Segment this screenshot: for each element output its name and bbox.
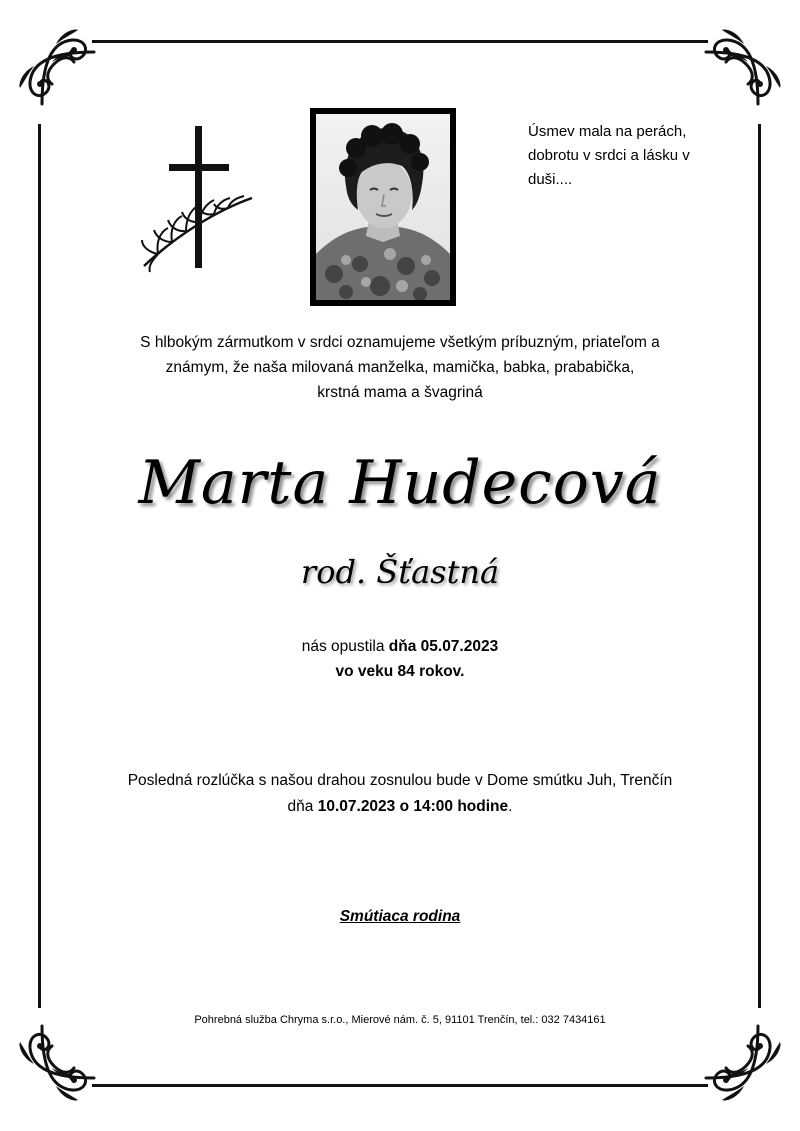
- signature: Smútiaca rodina: [339, 908, 461, 925]
- farewell-datetime: 10.07.2023 o 14:00 hodine: [317, 798, 509, 815]
- quote-block: [528, 120, 718, 192]
- farewell-info: [60, 768, 740, 820]
- frame-top-line: [92, 40, 708, 43]
- maiden-name: rod. Šťastná: [300, 553, 500, 591]
- farewell-prefix: dňa: [287, 798, 318, 815]
- death-info: [200, 634, 600, 684]
- announcement-line: známym, že naša milovaná manželka, mamička, babka, prababička,: [165, 359, 635, 376]
- deceased-name: Marta Hudecová: [138, 448, 662, 518]
- flourish-corner-top-left-icon: [12, 22, 96, 106]
- death-date: dňa 05.07.2023: [388, 638, 499, 655]
- announcement-line: S hlbokým zármutkom v srdci oznamujeme všetkým príbuzným, priateľom a: [140, 334, 660, 351]
- quote-line: dobrotu v srdci a lásku v: [528, 147, 690, 164]
- quote-line: duši....: [528, 171, 573, 188]
- frame-right-line: [758, 124, 761, 1008]
- portrait-image: [316, 114, 450, 300]
- frame-left-line: [38, 124, 41, 1008]
- cross-with-palm-icon: [138, 124, 258, 274]
- quote-line: Úsmev mala na perách,: [528, 123, 687, 140]
- portrait-photo: [310, 108, 456, 306]
- farewell-line: Posledná rozlúčka s našou drahou zosnulou bude v Dome smútku Juh, Trenčín: [127, 772, 673, 789]
- frame-bottom-line: [92, 1084, 708, 1087]
- farewell-suffix: .: [508, 798, 513, 815]
- flourish-corner-top-right-icon: [704, 22, 788, 106]
- flourish-corner-bottom-left-icon: [12, 1024, 96, 1108]
- announcement-line: krstná mama a švagriná: [317, 384, 483, 401]
- announcement-text: [100, 330, 700, 405]
- flourish-corner-bottom-right-icon: [704, 1024, 788, 1108]
- death-age: vo veku 84 rokov.: [335, 663, 465, 680]
- footer-funeral-service: Pohrebná služba Chryma s.r.o., Mierové nám. č. 5, 91101 Trenčín, tel.: 032 7434161: [194, 1014, 606, 1026]
- death-prefix: nás opustila: [301, 638, 389, 655]
